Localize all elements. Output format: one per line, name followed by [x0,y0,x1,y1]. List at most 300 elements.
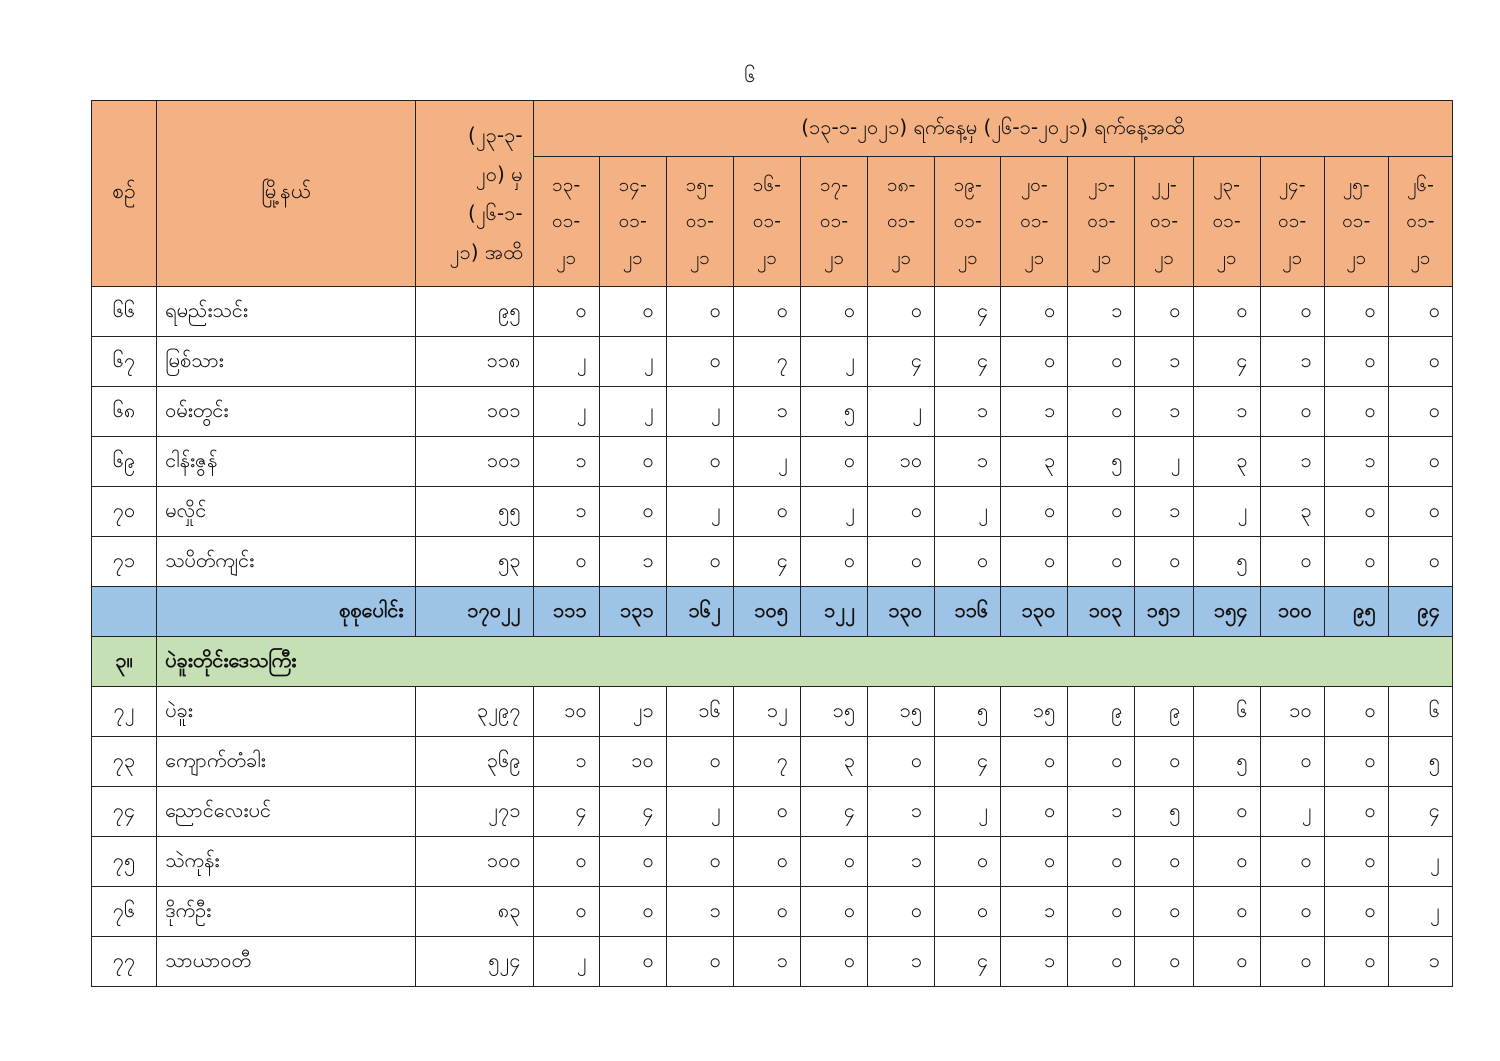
serial-cell: ၇၅ [92,837,157,887]
daily-cell: ၀ [935,887,1001,937]
daily-cell: ၀ [1193,287,1260,337]
date-header-part: ၀၁- [1149,210,1179,233]
daily-cell: ၂ [1193,487,1260,537]
date-header-part: ၂၀- [1020,174,1048,197]
daily-cell: ၁ [666,887,733,937]
daily-cell: ၀ [599,837,666,887]
daily-cell: ၄ [935,737,1001,787]
cumulative-cell: ၅၃ [416,537,533,587]
daily-cell: ၁၃၀ [868,587,935,637]
daily-cell: ၀ [1068,537,1135,587]
daily-cell: ၀ [666,537,733,587]
township-cell: ဝမ်းတွင်း [157,387,416,437]
daily-cell: ၁ [868,837,935,887]
date-header-part: ၂၁- [1087,174,1115,197]
serial-cell: ၇၆ [92,887,157,937]
date-header [533,157,599,287]
date-header-part: ၀၁- [552,210,581,233]
township-header: မြို့နယ် [157,101,416,287]
date-header-part: ၀၁- [1087,210,1116,233]
daily-cell: ၀ [666,337,733,387]
date-header-part: ၂၁ [756,246,777,269]
date-header-part: ၁၅- [685,174,714,197]
daily-cell: ၂ [666,487,733,537]
date-header [800,157,867,287]
cumulative-cell: ၁၀၀ [416,837,533,887]
total-row [92,587,1453,637]
daily-cell: ၃ [1001,437,1068,487]
date-header-part: ၀၁- [886,210,916,233]
date-header-part: ၁၉- [953,174,982,197]
township-cell: သပိတ်ကျင်း [157,537,416,587]
daily-cell: ၀ [1068,387,1135,437]
daily-cell: ၂ [666,787,733,837]
date-header-part: ၂၁ [1346,246,1367,269]
daily-cell: ၀ [599,437,666,487]
daily-cell: ၀ [1324,937,1388,987]
date-header-part: ၂၁ [824,246,845,269]
daily-cell: ၀ [868,737,935,787]
daily-cell: ၀ [1068,337,1135,387]
cumulative-cell: ၅၂၄ [416,937,533,987]
date-header-part: ၂၁ [957,246,978,269]
table-row [92,487,1453,537]
daily-cell: ၃ [1193,437,1260,487]
daily-cell: ၀ [1135,287,1193,337]
daily-cell: ၆ [1388,687,1452,737]
daily-cell: ၁ [1001,387,1068,437]
daily-cell: ၆ [1193,687,1260,737]
date-header-part: ၁၄- [618,174,647,197]
serial-cell: ၇၀ [92,487,157,537]
daily-cell: ၉၄ [1388,587,1452,637]
daily-cell: ၁ [1001,937,1068,987]
daily-cell: ၅ [1068,437,1135,487]
daily-cell: ၁၀၀ [1260,587,1324,637]
daily-cell: ၁၅ [800,687,867,737]
date-header [599,157,666,287]
daily-cell: ၀ [533,887,599,937]
daily-cell: ၁ [1135,487,1193,537]
daily-cell: ၁ [533,737,599,787]
daily-cell: ၄ [1388,787,1452,837]
daily-cell: ၀ [533,537,599,587]
table-row [92,787,1453,837]
date-header-part: ၁၈- [886,174,916,197]
daily-cell: ၀ [1324,737,1388,787]
daily-cell: ၂ [533,387,599,437]
daily-cell: ၀ [800,887,867,937]
daily-cell: ၀ [1068,837,1135,887]
daily-cell: ၀ [1260,837,1324,887]
daily-cell: ၀ [1388,387,1452,437]
daily-cell: ၄ [868,337,935,387]
serial-cell: ၇၃ [92,737,157,787]
daily-cell: ၀ [1388,487,1452,537]
serial-cell: ၇၇ [92,937,157,987]
daily-cell: ၀ [666,287,733,337]
serial-cell: ၇၂ [92,687,157,737]
daily-cell: ၀ [599,287,666,337]
daily-cell: ၂ [935,487,1001,537]
table-row [92,337,1453,387]
daily-cell: ၀ [1324,787,1388,837]
daily-cell: ၁၃၀ [1001,587,1068,637]
daily-cell: ၁၅၄ [1193,587,1260,637]
daily-cell: ၀ [1324,537,1388,587]
date-header [1193,157,1260,287]
period-header [416,101,533,287]
daily-cell: ၀ [1260,387,1324,437]
date-header-part: ၂၂- [1151,174,1177,197]
daily-cell: ၀ [733,287,800,337]
daily-cell: ၀ [1324,487,1388,537]
daily-cell: ၀ [800,287,867,337]
serial-cell: ၇၁ [92,537,157,587]
date-header-part: ၀၁- [1342,210,1371,233]
daily-cell: ၂ [935,787,1001,837]
date-header [1388,157,1452,287]
date-header [935,157,1001,287]
date-header-part: ၂၅- [1342,174,1370,197]
township-cell: ညောင်လေးပင် [157,787,416,837]
daily-cell: ၁ [1260,437,1324,487]
daily-cell: ၀ [1068,937,1135,987]
daily-cell: ၂ [599,337,666,387]
daily-cell: ၁၃၁ [599,587,666,637]
daily-cell: ၀ [1193,887,1260,937]
daily-cell: ၁၆ [666,687,733,737]
date-header-part: ၁၃- [552,174,581,197]
daily-cell: ၁ [533,437,599,487]
cumulative-cell: ၉၅ [416,287,533,337]
daily-cell: ၄ [935,287,1001,337]
daily-cell: ၂ [1260,787,1324,837]
daily-cell: ၁၁၁ [533,587,599,637]
daily-cell: ၉ [1135,687,1193,737]
daily-cell: ၅ [1193,737,1260,787]
cumulative-cell: ၁၁၈ [416,337,533,387]
date-header-part: ၁၇- [819,174,849,197]
daily-cell: ၀ [1193,787,1260,837]
township-cell: သဲကုန်း [157,837,416,887]
daily-cell: ၄ [800,787,867,837]
daily-cell: ၁၀ [533,687,599,737]
daily-cell: ၀ [800,437,867,487]
cumulative-cell: ၈၃ [416,887,533,937]
date-header-part: ၂၁ [1153,246,1174,269]
township-cell: ဒိုက်ဦး [157,887,416,937]
daily-cell: ၂ [733,437,800,487]
daily-cell: ၁၁၆ [935,587,1001,637]
daily-cell: ၄ [533,787,599,837]
daily-cell: ၇ [733,737,800,787]
daily-cell: ၁ [868,937,935,987]
township-cell: မလှိုင် [157,487,416,537]
daily-cell: ၁၀ [599,737,666,787]
daily-cell: ၀ [1001,537,1068,587]
daily-cell: ၁၅၁ [1135,587,1193,637]
daily-cell: ၅ [935,687,1001,737]
daily-cell: ၁၀ [868,437,935,487]
date-header-part: ၁၆- [752,174,782,197]
table-row [92,837,1453,887]
daily-cell: ၁ [1324,437,1388,487]
daily-cell: ၀ [868,537,935,587]
daily-cell: ၅ [800,387,867,437]
daily-cell: ၀ [868,887,935,937]
date-header [1135,157,1193,287]
date-header-part: ၂၄- [1278,174,1306,197]
date-header [733,157,800,287]
daily-cell: ၀ [1324,387,1388,437]
daily-cell: ၀ [1324,287,1388,337]
date-header-part: ၂၁ [1410,246,1431,269]
township-cell: ရမည်းသင်း [157,287,416,337]
daily-cell: ၁၂၂ [800,587,867,637]
daily-cell: ၄ [935,937,1001,987]
daily-cell: ၀ [1324,837,1388,887]
daily-cell: ၀ [1324,887,1388,937]
daily-cell: ၀ [1260,287,1324,337]
daily-cell: ၁ [1068,787,1135,837]
daily-cell: ၀ [1001,287,1068,337]
date-header-part: ၂၁ [689,246,710,269]
date-header-part: ၀၁- [1212,210,1241,233]
serial-cell: ၆၇ [92,337,157,387]
daily-cell: ၀ [733,487,800,537]
date-header [1260,157,1324,287]
daily-cell: ၂ [1388,887,1452,937]
daily-cell: ၀ [1388,537,1452,587]
date-header-part: ၀၁- [752,210,782,233]
date-header-part: ၀၁- [1406,210,1435,233]
date-header-part: ၀၁- [1278,210,1307,233]
daily-cell: ၀ [1388,437,1452,487]
daily-cell: ၀ [1135,937,1193,987]
cumulative-cell: ၃၆၉ [416,737,533,787]
township-cell: မြစ်သား [157,337,416,387]
daily-cell: ၄ [935,337,1001,387]
daily-cell: ၀ [1135,887,1193,937]
daily-cell: ၂၁ [599,687,666,737]
daily-cell: ၁ [1388,937,1452,987]
daily-cell: ၀ [1068,737,1135,787]
daily-cell: ၂ [599,387,666,437]
daily-cell: ၅ [1193,537,1260,587]
daily-cell: ၀ [1324,687,1388,737]
daily-cell: ၀ [1193,937,1260,987]
township-cell: စုစုပေါင်း [157,587,416,637]
table-row [92,687,1453,737]
daily-cell: ၁ [733,937,800,987]
date-header-part: ၂၁ [891,246,912,269]
daily-cell: ၀ [599,937,666,987]
date-header-part: ၂၁ [622,246,643,269]
daily-cell: ၁ [935,437,1001,487]
date-range-header: (၁၃-၁-၂၀၂၁) ရက်နေ့မှ (၂၆-၁-၂၀၂၁) ရက်နေ့အထိ [533,101,1452,157]
daily-cell: ၁ [1135,387,1193,437]
daily-cell: ၁၀၃ [1068,587,1135,637]
date-header-part: ၂၁ [1091,246,1112,269]
daily-cell: ၄ [1193,337,1260,387]
daily-cell: ၀ [1001,487,1068,537]
daily-cell: ၀ [1001,787,1068,837]
table-row [92,287,1453,337]
daily-cell: ၉ [1068,687,1135,737]
daily-cell: ၁၆၂ [666,587,733,637]
daily-cell: ၀ [1260,937,1324,987]
date-header-part: ၀၁- [819,210,849,233]
daily-cell: ၀ [1388,287,1452,337]
daily-cell: ၁ [1135,337,1193,387]
daily-cell: ၀ [1260,537,1324,587]
daily-cell: ၁၀၅ [733,587,800,637]
cumulative-cell: ၃၂၉၇ [416,687,533,737]
daily-cell: ၂ [533,937,599,987]
region-serial: ၃။ [92,637,157,687]
date-header [1001,157,1068,287]
serial-cell: ၆၈ [92,387,157,437]
daily-cell: ၀ [1260,737,1324,787]
cases-table [91,100,1453,987]
daily-cell: ၂ [1135,437,1193,487]
daily-cell: ၀ [733,837,800,887]
township-cell: ပဲခူး [157,687,416,737]
region-row [92,637,1453,687]
serial-cell: ၆၆ [92,287,157,337]
daily-cell: ၀ [533,837,599,887]
table-row [92,387,1453,437]
daily-cell: ၀ [1260,887,1324,937]
daily-cell: ၀ [599,887,666,937]
table-row [92,437,1453,487]
daily-cell: ၀ [733,887,800,937]
daily-cell: ၁၅ [1001,687,1068,737]
date-header-part: ၀၁- [953,210,982,233]
daily-cell: ၀ [533,287,599,337]
period-header-line: ၂၀) မှ [475,161,523,186]
daily-cell: ၀ [800,537,867,587]
township-cell: ကျောက်တံခါး [157,737,416,787]
daily-cell: ၀ [868,487,935,537]
daily-cell: ၀ [1001,337,1068,387]
region-name: ပဲခူးတိုင်းဒေသကြီး [157,637,1453,687]
daily-cell: ၀ [1068,487,1135,537]
daily-cell: ၁ [599,537,666,587]
daily-cell: ၅ [1388,737,1452,787]
date-header [868,157,935,287]
date-header-part: ၂၃- [1213,174,1240,197]
date-header-part: ၀၁- [685,210,714,233]
daily-cell: ၀ [868,287,935,337]
daily-cell: ၂ [800,337,867,387]
daily-cell: ၀ [800,837,867,887]
daily-cell: ၀ [666,737,733,787]
daily-cell: ၀ [935,537,1001,587]
date-header-part: ၂၁ [1024,246,1045,269]
daily-cell: ၁ [1068,287,1135,337]
date-header-part: ၂၁ [1216,246,1237,269]
date-header [1324,157,1388,287]
cumulative-cell: ၁၀၁ [416,387,533,437]
township-cell: သာယာဝတီ [157,937,416,987]
daily-cell: ၁၂ [733,687,800,737]
daily-cell: ၀ [666,437,733,487]
daily-cell: ၀ [1193,837,1260,887]
daily-cell: ၂ [533,337,599,387]
daily-cell: ၁ [533,487,599,537]
date-header [666,157,733,287]
daily-cell: ၁ [935,387,1001,437]
daily-cell: ၂ [868,387,935,437]
serial-cell: ၇၄ [92,787,157,837]
serial-cell: ၆၉ [92,437,157,487]
daily-cell: ၁ [733,387,800,437]
daily-cell: ၀ [800,937,867,987]
serial-cell [92,587,157,637]
period-header-line: ၂၁) အထိ [449,239,523,264]
daily-cell: ၀ [733,787,800,837]
date-header-part: ၂၆- [1406,174,1434,197]
daily-cell: ၀ [1324,337,1388,387]
daily-cell: ၀ [1135,737,1193,787]
daily-cell: ၅ [1135,787,1193,837]
daily-cell: ၂ [666,387,733,437]
cumulative-cell: ၅၅ [416,487,533,537]
date-header-part: ၂၁ [556,246,577,269]
daily-cell: ၀ [1135,537,1193,587]
daily-cell: ၁ [1193,387,1260,437]
township-cell: ငါန်းဇွန် [157,437,416,487]
table-row [92,937,1453,987]
daily-cell: ၂ [800,487,867,537]
table-row [92,737,1453,787]
daily-cell: ၀ [1068,887,1135,937]
cumulative-cell: ၁၀၁ [416,437,533,487]
table-row [92,537,1453,587]
daily-cell: ၇ [733,337,800,387]
page-number: ၆ [744,63,756,87]
daily-cell: ၀ [1388,337,1452,387]
daily-cell: ၁၅ [868,687,935,737]
date-header [1068,157,1135,287]
period-header-line: (၂၃-၃- [468,122,523,147]
daily-cell: ၄ [599,787,666,837]
daily-cell: ၀ [666,837,733,887]
date-header-part: ၂၁ [1282,246,1303,269]
daily-cell: ၀ [1001,837,1068,887]
daily-cell: ၀ [1135,837,1193,887]
daily-cell: ၀ [599,487,666,537]
daily-cell: ၁၀ [1260,687,1324,737]
table-row [92,887,1453,937]
daily-cell: ၃ [800,737,867,787]
daily-cell: ၄ [733,537,800,587]
daily-cell: ၂ [1388,837,1452,887]
daily-cell: ၁ [1001,887,1068,937]
daily-cell: ၀ [935,837,1001,887]
daily-cell: ၀ [666,937,733,987]
cumulative-cell: ၁၇၀၂၂ [416,587,533,637]
daily-cell: ၁ [868,787,935,837]
period-header-line: (၂၆-၁- [468,200,523,225]
cumulative-cell: ၂၇၁ [416,787,533,837]
date-header-part: ၀၁- [1020,210,1049,233]
daily-cell: ၁ [1260,337,1324,387]
date-header-part: ၀၁- [618,210,647,233]
daily-cell: ၃ [1260,487,1324,537]
